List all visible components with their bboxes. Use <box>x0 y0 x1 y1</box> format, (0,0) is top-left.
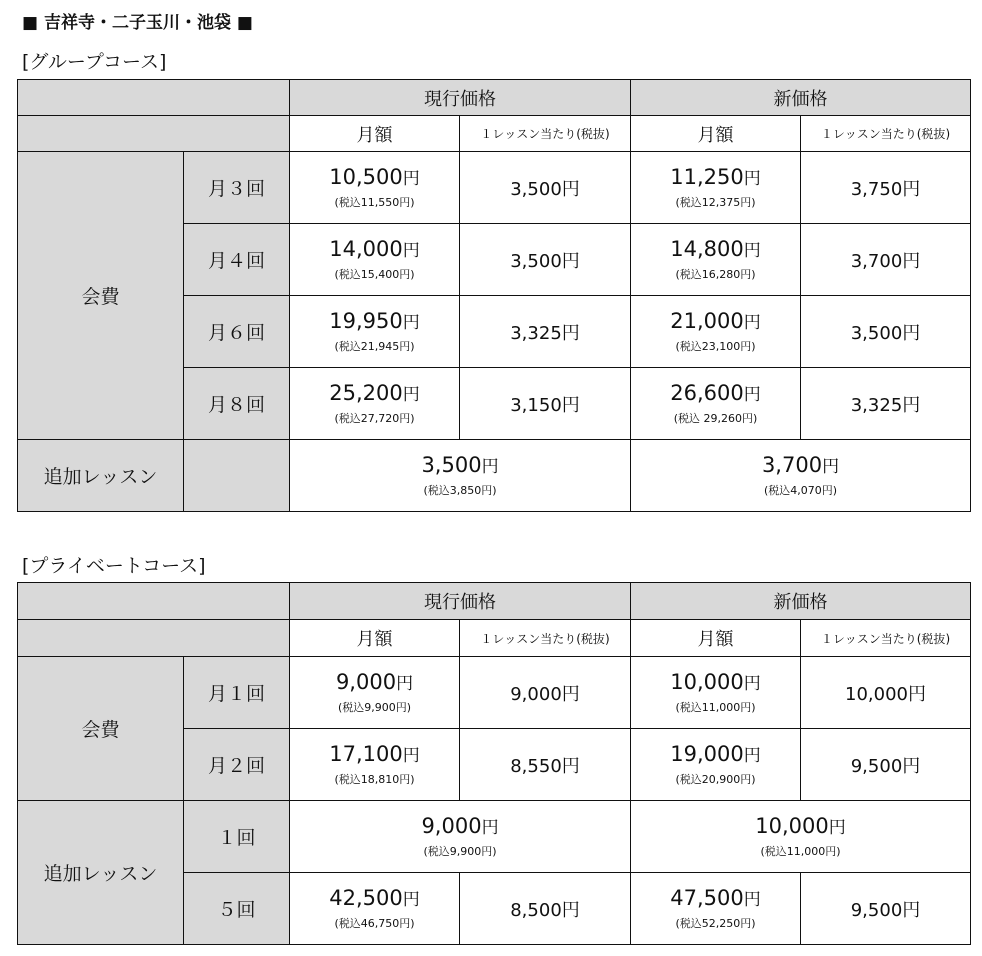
price-value: 42,500 <box>329 885 403 910</box>
header-current-price: 現行価格 <box>290 583 631 620</box>
tax-included-note: (税込16,280円) <box>675 267 756 281</box>
price-value: 17,100 <box>329 741 403 766</box>
monthly-current-cell: 19,950円 (税込21,945円) <box>290 296 460 368</box>
tax-included-note: (税込11,000円) <box>675 700 756 714</box>
table-row <box>18 801 971 873</box>
monthly-current-cell: 42,500円 (税込46,750円) <box>290 873 460 945</box>
empty-cell <box>184 440 290 512</box>
col-per-lesson-new: １レッスン当たり(税抜) <box>801 116 971 152</box>
price-value: 9,000 <box>335 669 397 694</box>
col-per-lesson-current: １レッスン当たり(税抜) <box>460 620 631 657</box>
price-value: 19,000 <box>670 741 744 766</box>
row-label: 月２回 <box>184 729 290 801</box>
page-title: ■ 吉祥寺・二子玉川・池袋 ■ <box>22 13 253 33</box>
table-row <box>18 152 971 224</box>
extra-lesson-label: 追加レッスン <box>18 440 184 512</box>
col-monthly-current: 月額 <box>290 620 460 657</box>
extra-current-cell: 9,000円 (税込9,900円) <box>290 801 631 873</box>
price-value: 25,200 <box>329 380 403 405</box>
tax-included-note: (税込9,900円) <box>337 700 412 714</box>
row-label: 月６回 <box>184 296 290 368</box>
col-monthly-new: 月額 <box>631 620 801 657</box>
per-lesson-current: 8,500円 <box>460 873 631 945</box>
monthly-current-cell: 17,100円 (税込18,810円) <box>290 729 460 801</box>
fee-label: 会費 <box>18 657 184 801</box>
tax-included-note: (税込20,900円) <box>675 772 756 786</box>
price-value: 10,500 <box>329 164 403 189</box>
price-value: 3,700 <box>761 452 823 477</box>
col-per-lesson-new: １レッスン当たり(税抜) <box>801 620 971 657</box>
row-label: ５回 <box>184 873 290 945</box>
tax-included-note: (税込23,100円) <box>675 339 756 353</box>
monthly-current-cell: 10,500円 (税込11,550円) <box>290 152 460 224</box>
price-value: 3,500 <box>421 452 482 477</box>
empty-header-cell <box>18 583 290 620</box>
fee-label: 会費 <box>18 152 184 440</box>
tax-included-note: (税込46,750円) <box>334 916 415 930</box>
per-lesson-current: 3,150円 <box>460 368 631 440</box>
price-value: 9,000 <box>421 813 482 838</box>
per-lesson-new: 10,000円 <box>801 657 971 729</box>
tax-included-note: (税込15,400円) <box>334 267 415 281</box>
per-lesson-new: 9,500円 <box>801 873 971 945</box>
monthly-new-cell: 26,600円 (税込 29,260円) <box>631 368 801 440</box>
table-row <box>18 657 971 729</box>
extra-current-cell: 3,500円 (税込3,850円) <box>290 440 631 512</box>
row-label: １回 <box>184 801 290 873</box>
per-lesson-current: 8,550円 <box>460 729 631 801</box>
monthly-new-cell: 19,000円 (税込20,900円) <box>631 729 801 801</box>
private-price-table <box>17 582 971 945</box>
per-lesson-new: 3,750円 <box>801 152 971 224</box>
price-value: 10,000 <box>670 669 744 694</box>
per-lesson-current: 9,000円 <box>460 657 631 729</box>
monthly-new-cell: 47,500円 (税込52,250円) <box>631 873 801 945</box>
tax-included-note: (税込11,550円) <box>334 195 415 209</box>
extra-new-cell: 10,000円 (税込11,000円) <box>631 801 971 873</box>
row-label: 月１回 <box>184 657 290 729</box>
tax-included-note: (税込4,070円) <box>763 483 838 497</box>
monthly-current-cell: 14,000円 (税込15,400円) <box>290 224 460 296</box>
header-new-price: 新価格 <box>631 80 971 116</box>
col-per-lesson-current: １レッスン当たり(税抜) <box>460 116 631 152</box>
monthly-new-cell: 14,800円 (税込16,280円) <box>631 224 801 296</box>
price-value: 14,000 <box>329 236 403 261</box>
monthly-current-cell: 9,000円 (税込9,900円) <box>290 657 460 729</box>
tax-included-note: (税込27,720円) <box>334 411 415 425</box>
per-lesson-current: 3,325円 <box>460 296 631 368</box>
monthly-new-cell: 21,000円 (税込23,100円) <box>631 296 801 368</box>
extra-lesson-label: 追加レッスン <box>18 801 184 945</box>
price-value: 47,500 <box>670 885 744 910</box>
monthly-current-cell: 25,200円 (税込27,720円) <box>290 368 460 440</box>
col-monthly-new: 月額 <box>631 116 801 152</box>
table-row <box>18 440 971 512</box>
row-label: 月８回 <box>184 368 290 440</box>
header-current-price: 現行価格 <box>290 80 631 116</box>
tax-included-note: (税込52,250円) <box>675 916 756 930</box>
per-lesson-current: 3,500円 <box>460 224 631 296</box>
per-lesson-new: 3,700円 <box>801 224 971 296</box>
tax-included-note: (税込3,850円) <box>423 483 497 497</box>
price-value: 19,950 <box>329 308 403 333</box>
row-label: 月４回 <box>184 224 290 296</box>
tax-included-note: (税込9,900円) <box>423 844 497 858</box>
tax-included-note: (税込18,810円) <box>334 772 415 786</box>
price-value: 11,250 <box>670 164 744 189</box>
empty-subheader-cell <box>18 116 290 152</box>
tax-included-note: (税込 29,260円) <box>673 411 758 425</box>
tax-included-note: (税込12,375円) <box>675 195 756 209</box>
price-value: 26,600 <box>670 380 744 405</box>
per-lesson-current: 3,500円 <box>460 152 631 224</box>
monthly-new-cell: 10,000円 (税込11,000円) <box>631 657 801 729</box>
per-lesson-new: 9,500円 <box>801 729 971 801</box>
row-label: 月３回 <box>184 152 290 224</box>
tax-included-note: (税込21,945円) <box>334 339 415 353</box>
extra-new-cell: 3,700円 (税込4,070円) <box>631 440 971 512</box>
per-lesson-new: 3,500円 <box>801 296 971 368</box>
per-lesson-new: 3,325円 <box>801 368 971 440</box>
empty-header-cell <box>18 80 290 116</box>
price-value: 14,800 <box>670 236 744 261</box>
private-course-heading: [プライベートコース] <box>22 555 206 577</box>
group-course-heading: [グループコース] <box>22 51 167 73</box>
price-value: 10,000 <box>755 813 829 838</box>
empty-subheader-cell <box>18 620 290 657</box>
header-new-price: 新価格 <box>631 583 971 620</box>
price-value: 21,000 <box>670 308 744 333</box>
monthly-new-cell: 11,250円 (税込12,375円) <box>631 152 801 224</box>
col-monthly-current: 月額 <box>290 116 460 152</box>
tax-included-note: (税込11,000円) <box>760 844 841 858</box>
group-price-table <box>17 79 971 512</box>
